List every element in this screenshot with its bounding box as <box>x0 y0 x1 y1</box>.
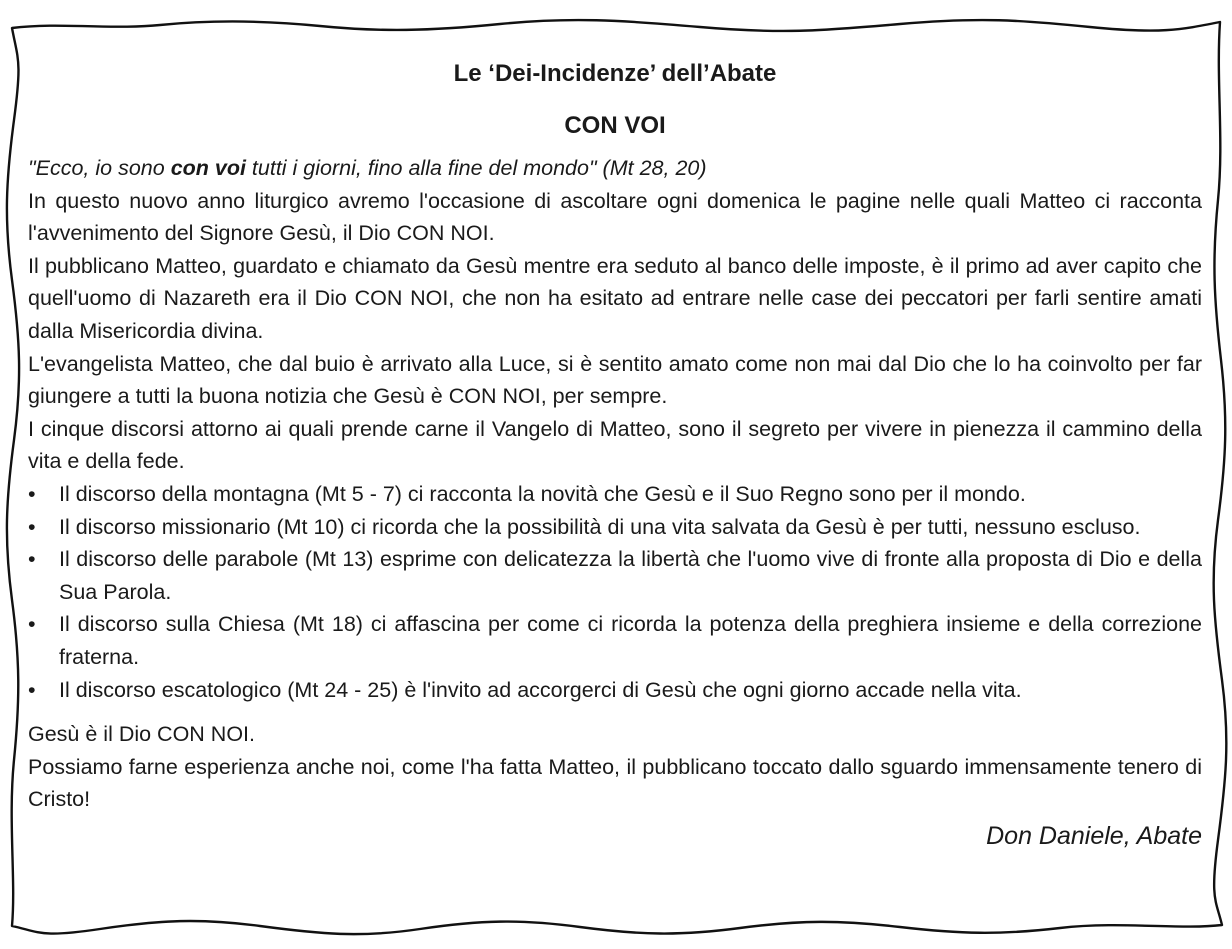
discorsi-list <box>28 478 1202 706</box>
bullet-icon: • <box>28 677 36 702</box>
list-item-text: Il discorso della montagna (Mt 5 - 7) ci racconta la novità che Gesù e il Suo Regno sono per il mondo. <box>59 481 1026 506</box>
bullet-icon: • <box>28 547 36 572</box>
quote-rest: tutti i giorni, fino alla fine del mondo" (Mt 28, 20) <box>245 156 707 180</box>
list-item-text: Il discorso delle parabole (Mt 13) esprime con delicatezza la libertà che l'uomo vive di fronte alla proposta di Dio e della Sua Parola. <box>59 547 1202 604</box>
closing-section <box>28 718 1202 816</box>
article-body <box>28 58 1202 853</box>
article-title: Le ‘Dei-Incidenze’ dell’Abate <box>453 60 777 87</box>
list-item-text: Il discorso sulla Chiesa (Mt 18) ci affascina per come ci ricorda la potenza della preghiera insieme e della correzione fraterna. <box>59 612 1202 669</box>
paragraph: Il pubblicano Matteo, guardato e chiamato da Gesù mentre era seduto al banco delle imposte, è il primo ad aver capito che quell'uomo di Nazareth era il Dio CON NOI, che non ha esitato ad entrare nelle case dei peccatori per farli sentire amati dalla Misericordia divina. <box>28 253 1202 343</box>
list-item <box>28 543 1202 608</box>
list-item <box>28 608 1202 673</box>
list-item <box>28 511 1202 544</box>
closing-paragraph: Gesù è il Dio CON NOI. <box>28 722 255 747</box>
paragraph: In questo nuovo anno liturgico avremo l'occasione di ascoltare ogni domenica le pagine nelle quali Matteo ci racconta l'avvenimento del Signore Gesù, il Dio CON NOI. <box>28 188 1202 246</box>
list-item-text: Il discorso escatologico (Mt 24 - 25) è l'invito ad accorgerci di Gesù che ogni giorno accade nella vita. <box>59 677 1022 702</box>
closing-paragraph: Possiamo farne esperienza anche noi, come l'ha fatta Matteo, il pubblicano toccato dallo sguardo immensamente tenero di Cristo! <box>28 754 1202 812</box>
bullet-icon: • <box>28 514 36 539</box>
bible-quote <box>28 152 1202 185</box>
quote-bold: con voi <box>170 156 246 180</box>
bullet-icon: • <box>28 481 36 506</box>
bullet-icon: • <box>28 612 36 637</box>
paragraph: L'evangelista Matteo, che dal buio è arrivato alla Luce, si è sentito amato come non mai dal Dio che lo ha coinvolto per far giungere a tutti la buona notizia che Gesù è CON NOI, per sempre. <box>28 351 1202 409</box>
quote-open: "Ecco, io sono <box>28 156 171 180</box>
paragraph: I cinque discorsi attorno ai quali prende carne il Vangelo di Matteo, sono il segreto per vivere in pienezza il cammino della vita e della fede. <box>28 416 1202 474</box>
article-subtitle: CON VOI <box>564 112 666 139</box>
list-item <box>28 674 1202 707</box>
list-item <box>28 478 1202 511</box>
signature: Don Daniele, Abate <box>986 821 1202 850</box>
list-item-text: Il discorso missionario (Mt 10) ci ricorda che la possibilità di una vita salvata da Gesù è per tutti, nessuno escluso. <box>59 514 1141 539</box>
